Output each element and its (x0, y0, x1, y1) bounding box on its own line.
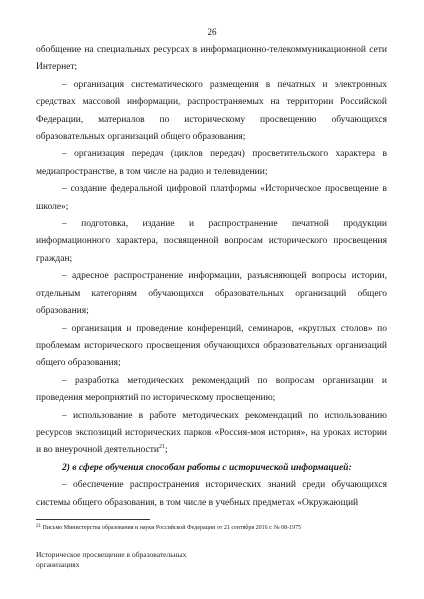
footer-line-1: Историческое просвещение в образовательных (36, 550, 187, 559)
list-item: – создание федеральной цифровой платформы «Историческое просвещение в школе»; (36, 184, 387, 212)
list-item-text: – использование в работе методических рекомендаций по использованию ресурсов экспозиций исторических парков «Россия-моя история», на уроках истории и во внеурочной деятельности (36, 410, 387, 456)
footer-line-2: организациях (36, 560, 80, 569)
list-item (36, 408, 387, 460)
footnote-text: Письмо Министерства образования и науки Российской Федерации от 21 сентября 2016 г. № 08-1975 (41, 525, 302, 531)
page-footer (36, 550, 236, 570)
list-item: – организация и проведение конференций, семинаров, «круглых столов» по проблемам исторического просвещения обучающихся образовательных организаций общего образования; (36, 323, 387, 369)
list-item: – адресное распространение информации, разъясняющей вопросы истории, отдельным категориям обучающихся образовательных организаций общего образования; (36, 271, 387, 317)
list-item: – разработка методических рекомендаций по вопросам организации и проведения мероприятий по историческому просвещению; (36, 375, 387, 404)
body-text (36, 42, 387, 512)
paragraph-continuation: обобщение на специальных ресурсах в информационно-телекоммуникационной сети Интернет; (36, 45, 387, 73)
list-item: – организация систематического размещения в печатных и электронных средствах массовой информации, распространяемых на территории Российской Федерации, материалов по историческому просвещению обучающихся образовательных организаций общего образования; (36, 79, 387, 143)
list-item: – подготовка, издание и распространение печатной продукции информационного характера, посвященной вопросам исторического просвещения граждан; (36, 219, 387, 264)
footnote-mark: 21 (36, 524, 41, 529)
list-item-tail: ; (165, 445, 168, 456)
list-item: – организация передач (циклов передач) просветительского характера в медиапространстве, в том числе на радио и телевидении; (36, 149, 387, 177)
footnote-divider (36, 519, 150, 520)
footnote-reference[interactable]: 21 (159, 444, 166, 451)
footnote (36, 524, 387, 532)
page-number: 26 (207, 27, 217, 37)
list-item: – обеспечение распространения исторических знаний среди обучающихся системы общего образования, в том числе в учебных предметах «Окружающий (36, 480, 387, 508)
section-subheading: 2) в сфере обучения способам работы с исторической информацией: (62, 462, 352, 473)
